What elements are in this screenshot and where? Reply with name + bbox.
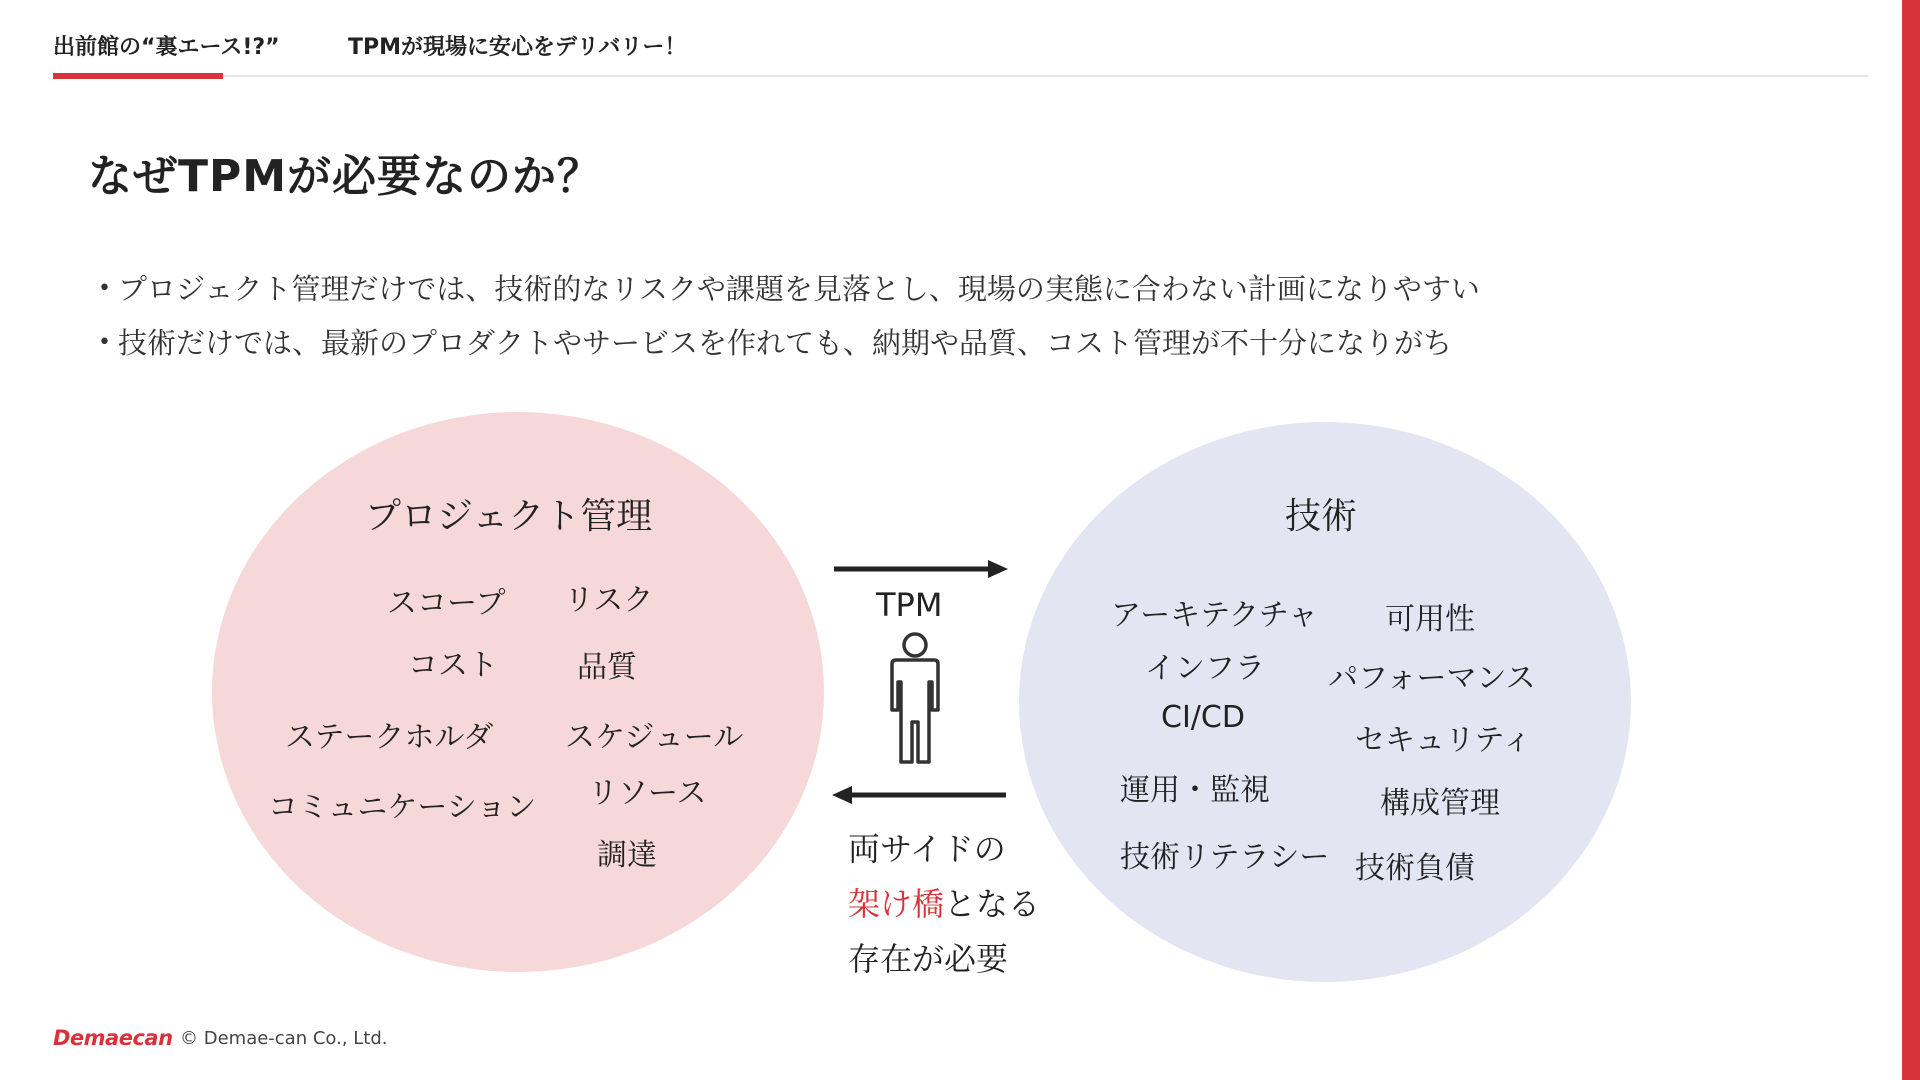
tech-item: 運用・監視 xyxy=(1120,773,1270,808)
slide-title: なぜTPMが必要なのか？ xyxy=(88,151,603,202)
header-divider xyxy=(53,75,1868,77)
bullet-text: 技術だけでは、最新のプロダクトやサービスを作れても、納期や品質、コスト管理が不十分になりがち xyxy=(118,326,1453,360)
bullet-item xyxy=(98,316,1480,370)
side-accent-bar xyxy=(1902,0,1920,1080)
bridge-line-3: 存在が必要 xyxy=(848,940,1009,978)
arrow-left-icon xyxy=(828,782,1008,808)
tpm-label: TPM xyxy=(876,586,943,624)
bridge-line-2-rest: となる xyxy=(944,885,1041,923)
tech-item: 構成管理 xyxy=(1380,786,1500,821)
bullet-dot-icon: • xyxy=(98,330,111,355)
pm-item: 調達 xyxy=(597,838,657,873)
pm-item: ステークホルダ xyxy=(285,720,494,755)
bullet-text: プロジェクト管理だけでは、技術的なリスクや課題を見落とし、現場の実態に合わない計画になりやすい xyxy=(118,272,1480,306)
tech-item: アーキテクチャ xyxy=(1111,598,1318,633)
arrow-right-icon xyxy=(832,556,1012,582)
tech-item: CI/CD xyxy=(1161,700,1245,735)
pm-item: スコープ xyxy=(387,586,506,621)
tech-item: 技術リテラシー xyxy=(1120,840,1330,875)
pm-item: スケジュール xyxy=(565,720,744,755)
header-accent-bar xyxy=(53,73,223,79)
bullet-list xyxy=(98,262,1480,370)
bridge-caption xyxy=(848,822,1040,987)
tech-item: パフォーマンス xyxy=(1328,661,1536,696)
tech-circle-title: 技術 xyxy=(1285,496,1358,537)
bridge-line-2 xyxy=(848,877,1040,932)
person-icon xyxy=(882,630,948,766)
bridge-accent-text: 架け橋 xyxy=(848,885,945,923)
tech-item: セキュリティ xyxy=(1355,723,1532,758)
bullet-item xyxy=(98,262,1480,316)
tech-item: 可用性 xyxy=(1385,602,1475,637)
pm-item: 品質 xyxy=(577,650,637,685)
bullet-dot-icon: • xyxy=(98,276,111,301)
tech-item: インフラ xyxy=(1145,651,1265,686)
header-section-title: 出前館の“裏エース!?” xyxy=(53,35,280,60)
pm-item: コミュニケーション xyxy=(268,790,537,825)
pm-circle-title: プロジェクト管理 xyxy=(365,496,653,537)
bridge-line-1: 両サイドの xyxy=(848,830,1006,868)
header-subtitle: TPMが現場に安心をデリバリー！ xyxy=(348,35,687,60)
pm-item: リソース xyxy=(588,776,707,811)
demaecan-logo: Demaecan xyxy=(53,1026,173,1050)
pm-item: リスク xyxy=(564,583,654,618)
pm-item: コスト xyxy=(408,648,498,683)
copyright-text: © Demae-can Co., Ltd. xyxy=(180,1028,388,1049)
tech-item: 技術負債 xyxy=(1355,851,1475,886)
